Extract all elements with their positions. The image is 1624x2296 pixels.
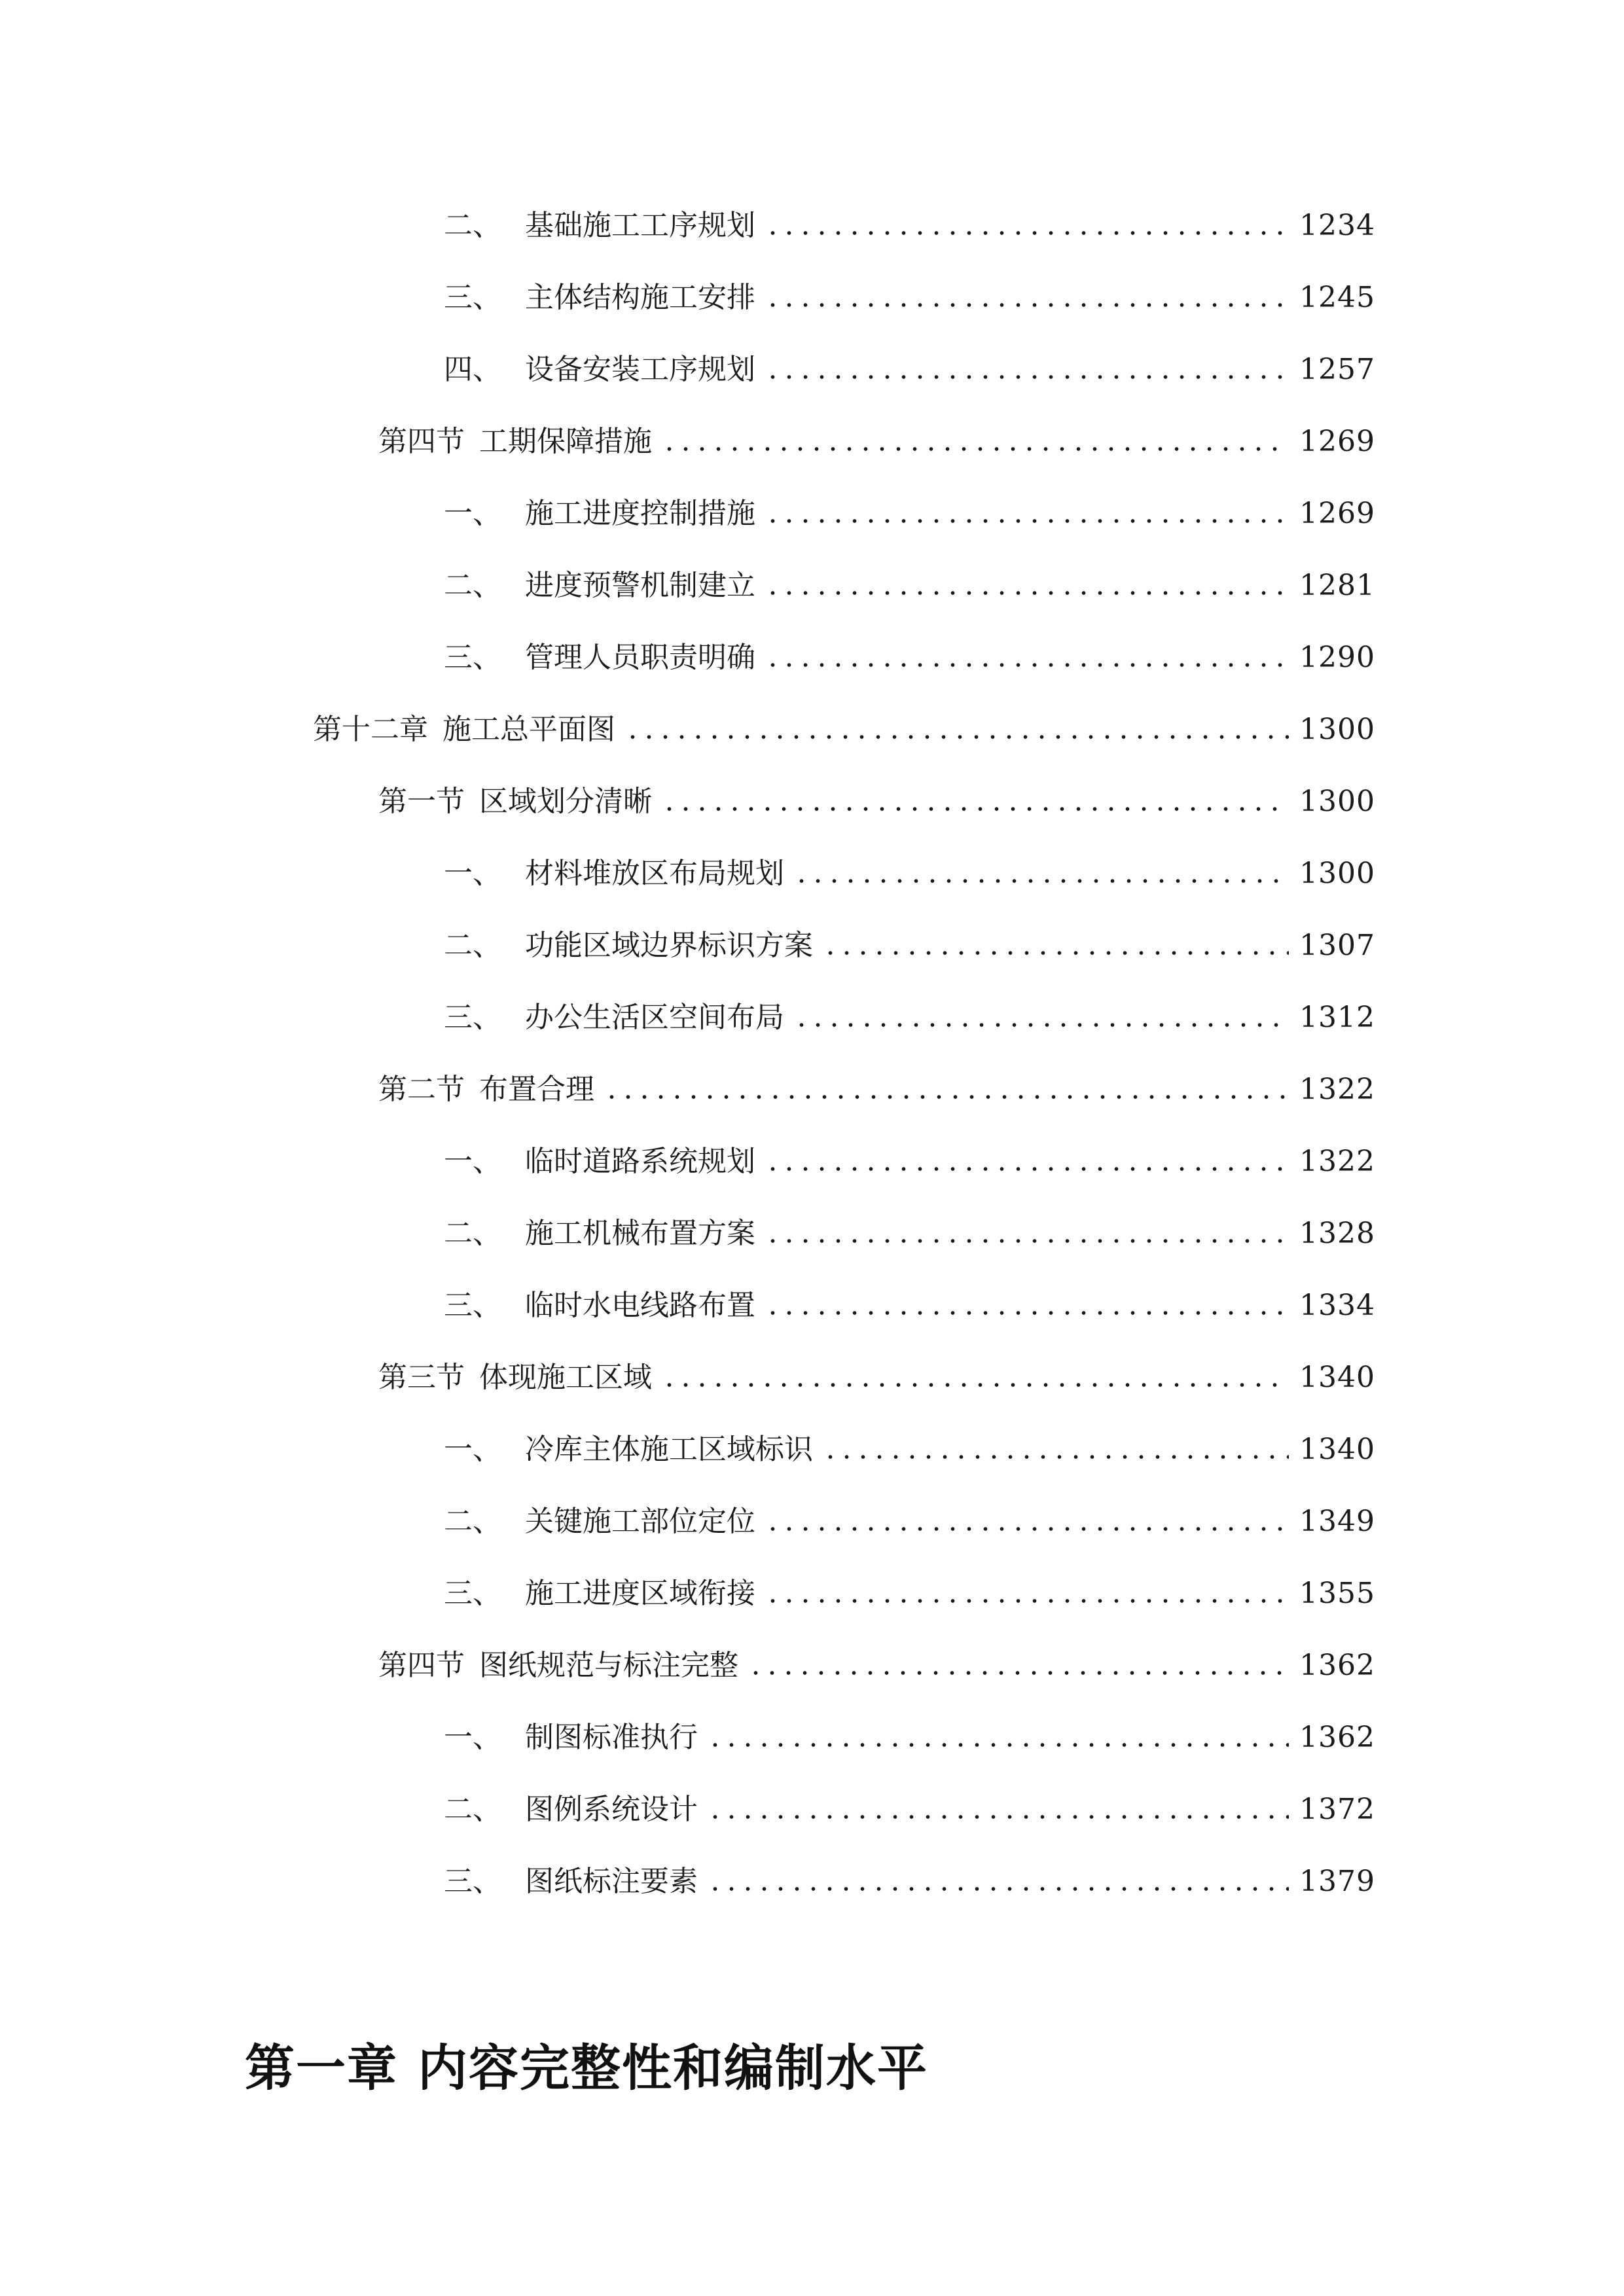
toc-entry[interactable] [0,1774,1624,1846]
toc-entry-page: 1328 [1299,1217,1375,1250]
toc-entry-title: 区域划分清晰 [479,785,652,818]
toc-section-entry[interactable] [0,406,1624,478]
toc-entry-title: 施工机械布置方案 [525,1217,755,1250]
toc-entry[interactable] [0,622,1624,694]
toc-entry-page: 1290 [1299,641,1375,674]
toc-entry[interactable] [0,550,1624,622]
toc-entry[interactable] [0,1846,1624,1918]
toc-entry-number: 一、 [444,857,501,890]
dot-leader [765,302,1289,308]
toc-entry-page: 1355 [1299,1577,1375,1610]
toc-entry-title: 施工进度控制措施 [525,497,755,530]
dot-leader [822,1454,1289,1460]
toc-entry-number: 一、 [444,1145,501,1178]
toc-entry-page: 1245 [1299,281,1375,314]
toc-entry-title: 施工总平面图 [442,713,615,746]
toc-entry-page: 1322 [1299,1073,1375,1106]
toc-entry-number: 三、 [444,1577,501,1610]
toc-entry-number: 第十二章 [313,713,428,746]
toc-entry-page: 1257 [1299,353,1375,386]
toc-entry-page: 1281 [1299,569,1375,602]
toc-entry-title: 临时道路系统规划 [525,1145,755,1178]
toc-entry-page: 1234 [1299,209,1375,242]
dot-leader [765,1238,1289,1244]
toc-entry-number: 第一节 [378,785,465,818]
toc-entry-number: 二、 [444,1505,501,1538]
dot-leader [661,1382,1289,1388]
toc-entry[interactable] [0,1486,1624,1558]
chapter-heading [245,2028,928,2100]
dot-leader [624,734,1289,740]
toc-entry-title: 工期保障措施 [479,425,652,458]
dot-leader [765,1310,1289,1316]
toc-entry-title: 图纸规范与标注完整 [479,1649,738,1682]
toc-entry-page: 1269 [1299,497,1375,530]
toc-entry[interactable] [0,1198,1624,1270]
toc-section-entry[interactable] [0,766,1624,838]
dot-leader [765,1526,1289,1532]
toc-entry-number: 三、 [444,1865,501,1898]
toc-entry-title: 功能区域边界标识方案 [525,929,813,962]
toc-entry[interactable] [0,1558,1624,1630]
toc-entry[interactable] [0,1126,1624,1198]
toc-entry-page: 1300 [1299,785,1375,818]
toc-entry-page: 1372 [1299,1793,1375,1826]
toc-entry-title: 临时水电线路布置 [525,1289,755,1322]
table-of-contents [0,190,1624,1918]
toc-entry-page: 1300 [1299,857,1375,890]
dot-leader [765,590,1289,596]
chapter-heading-number: 第一章 [245,2038,398,2097]
toc-entry-title: 冷库主体施工区域标识 [525,1433,813,1466]
toc-section-entry[interactable] [0,1630,1624,1702]
toc-entry-number: 二、 [444,1793,501,1826]
dot-leader [765,1598,1289,1604]
toc-section-entry[interactable] [0,1342,1624,1414]
toc-entry-number: 三、 [444,641,501,674]
dot-leader [661,806,1289,812]
toc-section-entry[interactable] [0,1054,1624,1126]
toc-entry-page: 1362 [1299,1649,1375,1682]
toc-entry-number: 一、 [444,1433,501,1466]
toc-entry-page: 1312 [1299,1001,1375,1034]
toc-entry-number: 三、 [444,281,501,314]
toc-entry-number: 第四节 [378,1649,465,1682]
toc-entry[interactable] [0,334,1624,406]
dot-leader [765,662,1289,668]
toc-entry-number: 二、 [444,569,501,602]
toc-entry[interactable] [0,1270,1624,1342]
toc-entry[interactable] [0,838,1624,910]
dot-leader [765,230,1289,236]
dot-leader [822,950,1289,956]
toc-entry[interactable] [0,478,1624,550]
toc-entry[interactable] [0,982,1624,1054]
toc-entry-number: 二、 [444,929,501,962]
chapter-heading-title: 内容完整性和编制水平 [418,2038,928,2097]
toc-entry-page: 1307 [1299,929,1375,962]
toc-chapter-entry[interactable] [0,694,1624,766]
toc-entry-title: 施工进度区域衔接 [525,1577,755,1610]
dot-leader [793,878,1289,884]
toc-entry-number: 四、 [444,353,501,386]
toc-entry-number: 第三节 [378,1361,465,1394]
toc-entry-title: 制图标准执行 [525,1721,698,1754]
dot-leader [604,1094,1289,1100]
toc-entry-title: 设备安装工序规划 [525,353,755,386]
toc-entry-number: 第二节 [378,1073,465,1106]
toc-entry[interactable] [0,1414,1624,1486]
toc-entry[interactable] [0,1702,1624,1774]
toc-entry-title: 图例系统设计 [525,1793,698,1826]
dot-leader [661,446,1289,452]
dot-leader [707,1742,1289,1748]
dot-leader [793,1022,1289,1028]
toc-entry-page: 1322 [1299,1145,1375,1178]
toc-entry-number: 一、 [444,497,501,530]
toc-entry-title: 基础施工工序规划 [525,209,755,242]
toc-entry-page: 1334 [1299,1289,1375,1322]
dot-leader [765,1166,1289,1172]
toc-entry-title: 图纸标注要素 [525,1865,698,1898]
toc-entry-number: 二、 [444,209,501,242]
toc-entry-title: 关键施工部位定位 [525,1505,755,1538]
dot-leader [707,1886,1289,1892]
toc-entry-number: 三、 [444,1289,501,1322]
toc-entry[interactable] [0,190,1624,262]
dot-leader [748,1670,1289,1676]
toc-entry-page: 1269 [1299,425,1375,458]
dot-leader [765,518,1289,524]
toc-entry-title: 体现施工区域 [479,1361,652,1394]
toc-entry[interactable] [0,910,1624,982]
toc-entry[interactable] [0,262,1624,334]
toc-entry-title: 布置合理 [479,1073,594,1106]
dot-leader [707,1814,1289,1820]
toc-entry-page: 1362 [1299,1721,1375,1754]
toc-entry-number: 三、 [444,1001,501,1034]
toc-entry-title: 材料堆放区布局规划 [525,857,784,890]
toc-entry-title: 办公生活区空间布局 [525,1001,784,1034]
toc-entry-page: 1379 [1299,1865,1375,1898]
toc-entry-title: 管理人员职责明确 [525,641,755,674]
toc-entry-page: 1349 [1299,1505,1375,1538]
toc-entry-page: 1300 [1299,713,1375,746]
dot-leader [765,374,1289,380]
toc-entry-number: 二、 [444,1217,501,1250]
toc-entry-title: 进度预警机制建立 [525,569,755,602]
toc-entry-number: 第四节 [378,425,465,458]
toc-entry-page: 1340 [1299,1361,1375,1394]
toc-entry-page: 1340 [1299,1433,1375,1466]
toc-entry-number: 一、 [444,1721,501,1754]
toc-entry-title: 主体结构施工安排 [525,281,755,314]
